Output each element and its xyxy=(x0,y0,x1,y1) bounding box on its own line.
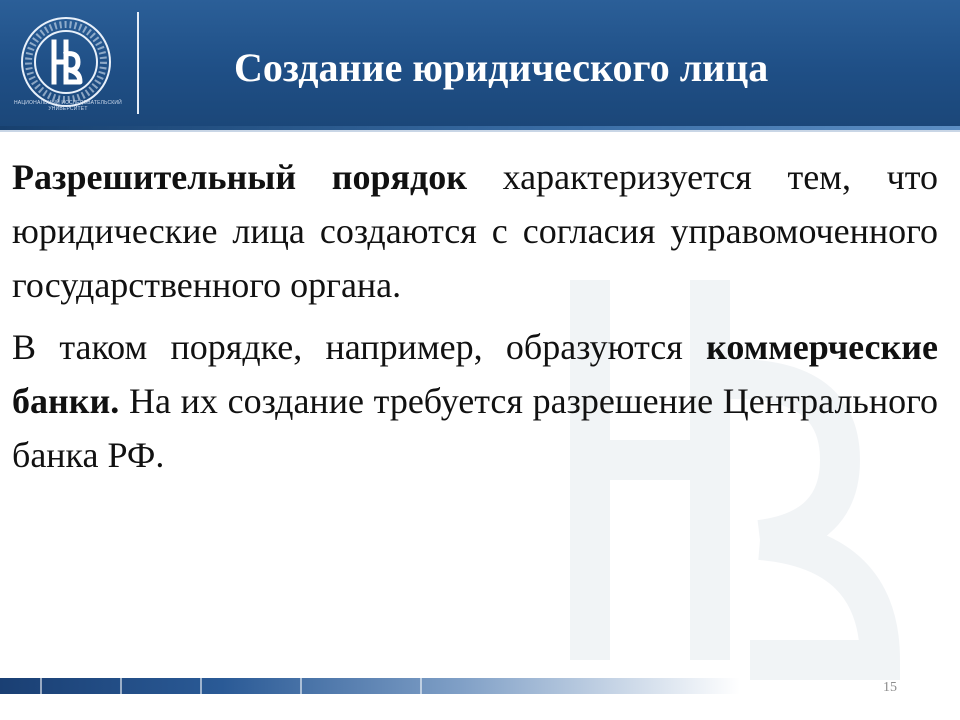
university-logo xyxy=(16,12,116,112)
logo-caption: НАЦИОНАЛЬНЫЙ ИССЛЕДОВАТЕЛЬСКИЙ УНИВЕРСИТЕТ xyxy=(14,100,122,112)
footer-bar xyxy=(0,678,740,694)
header-underline-light xyxy=(0,130,960,132)
paragraph-2-bold: коммерческие банки. xyxy=(12,327,938,421)
paragraph-1 xyxy=(12,150,938,312)
paragraph-2 xyxy=(12,320,938,482)
paragraph-1-text: характеризуется тем, что юридические лица создаются с согласия управомоченного государственного органа. xyxy=(12,157,938,305)
page-number: 15 xyxy=(883,680,897,695)
paragraph-2-text-start: В таком порядке, например, образуются xyxy=(12,327,707,367)
paragraph-2-text-end: На их создание требуется разрешение Центрального банка РФ. xyxy=(12,381,938,475)
header-divider xyxy=(137,12,139,114)
slide-title: Создание юридического лица xyxy=(234,45,769,90)
slide-body xyxy=(12,150,938,490)
paragraph-1-bold-lead: Разрешительный порядок xyxy=(12,157,467,197)
